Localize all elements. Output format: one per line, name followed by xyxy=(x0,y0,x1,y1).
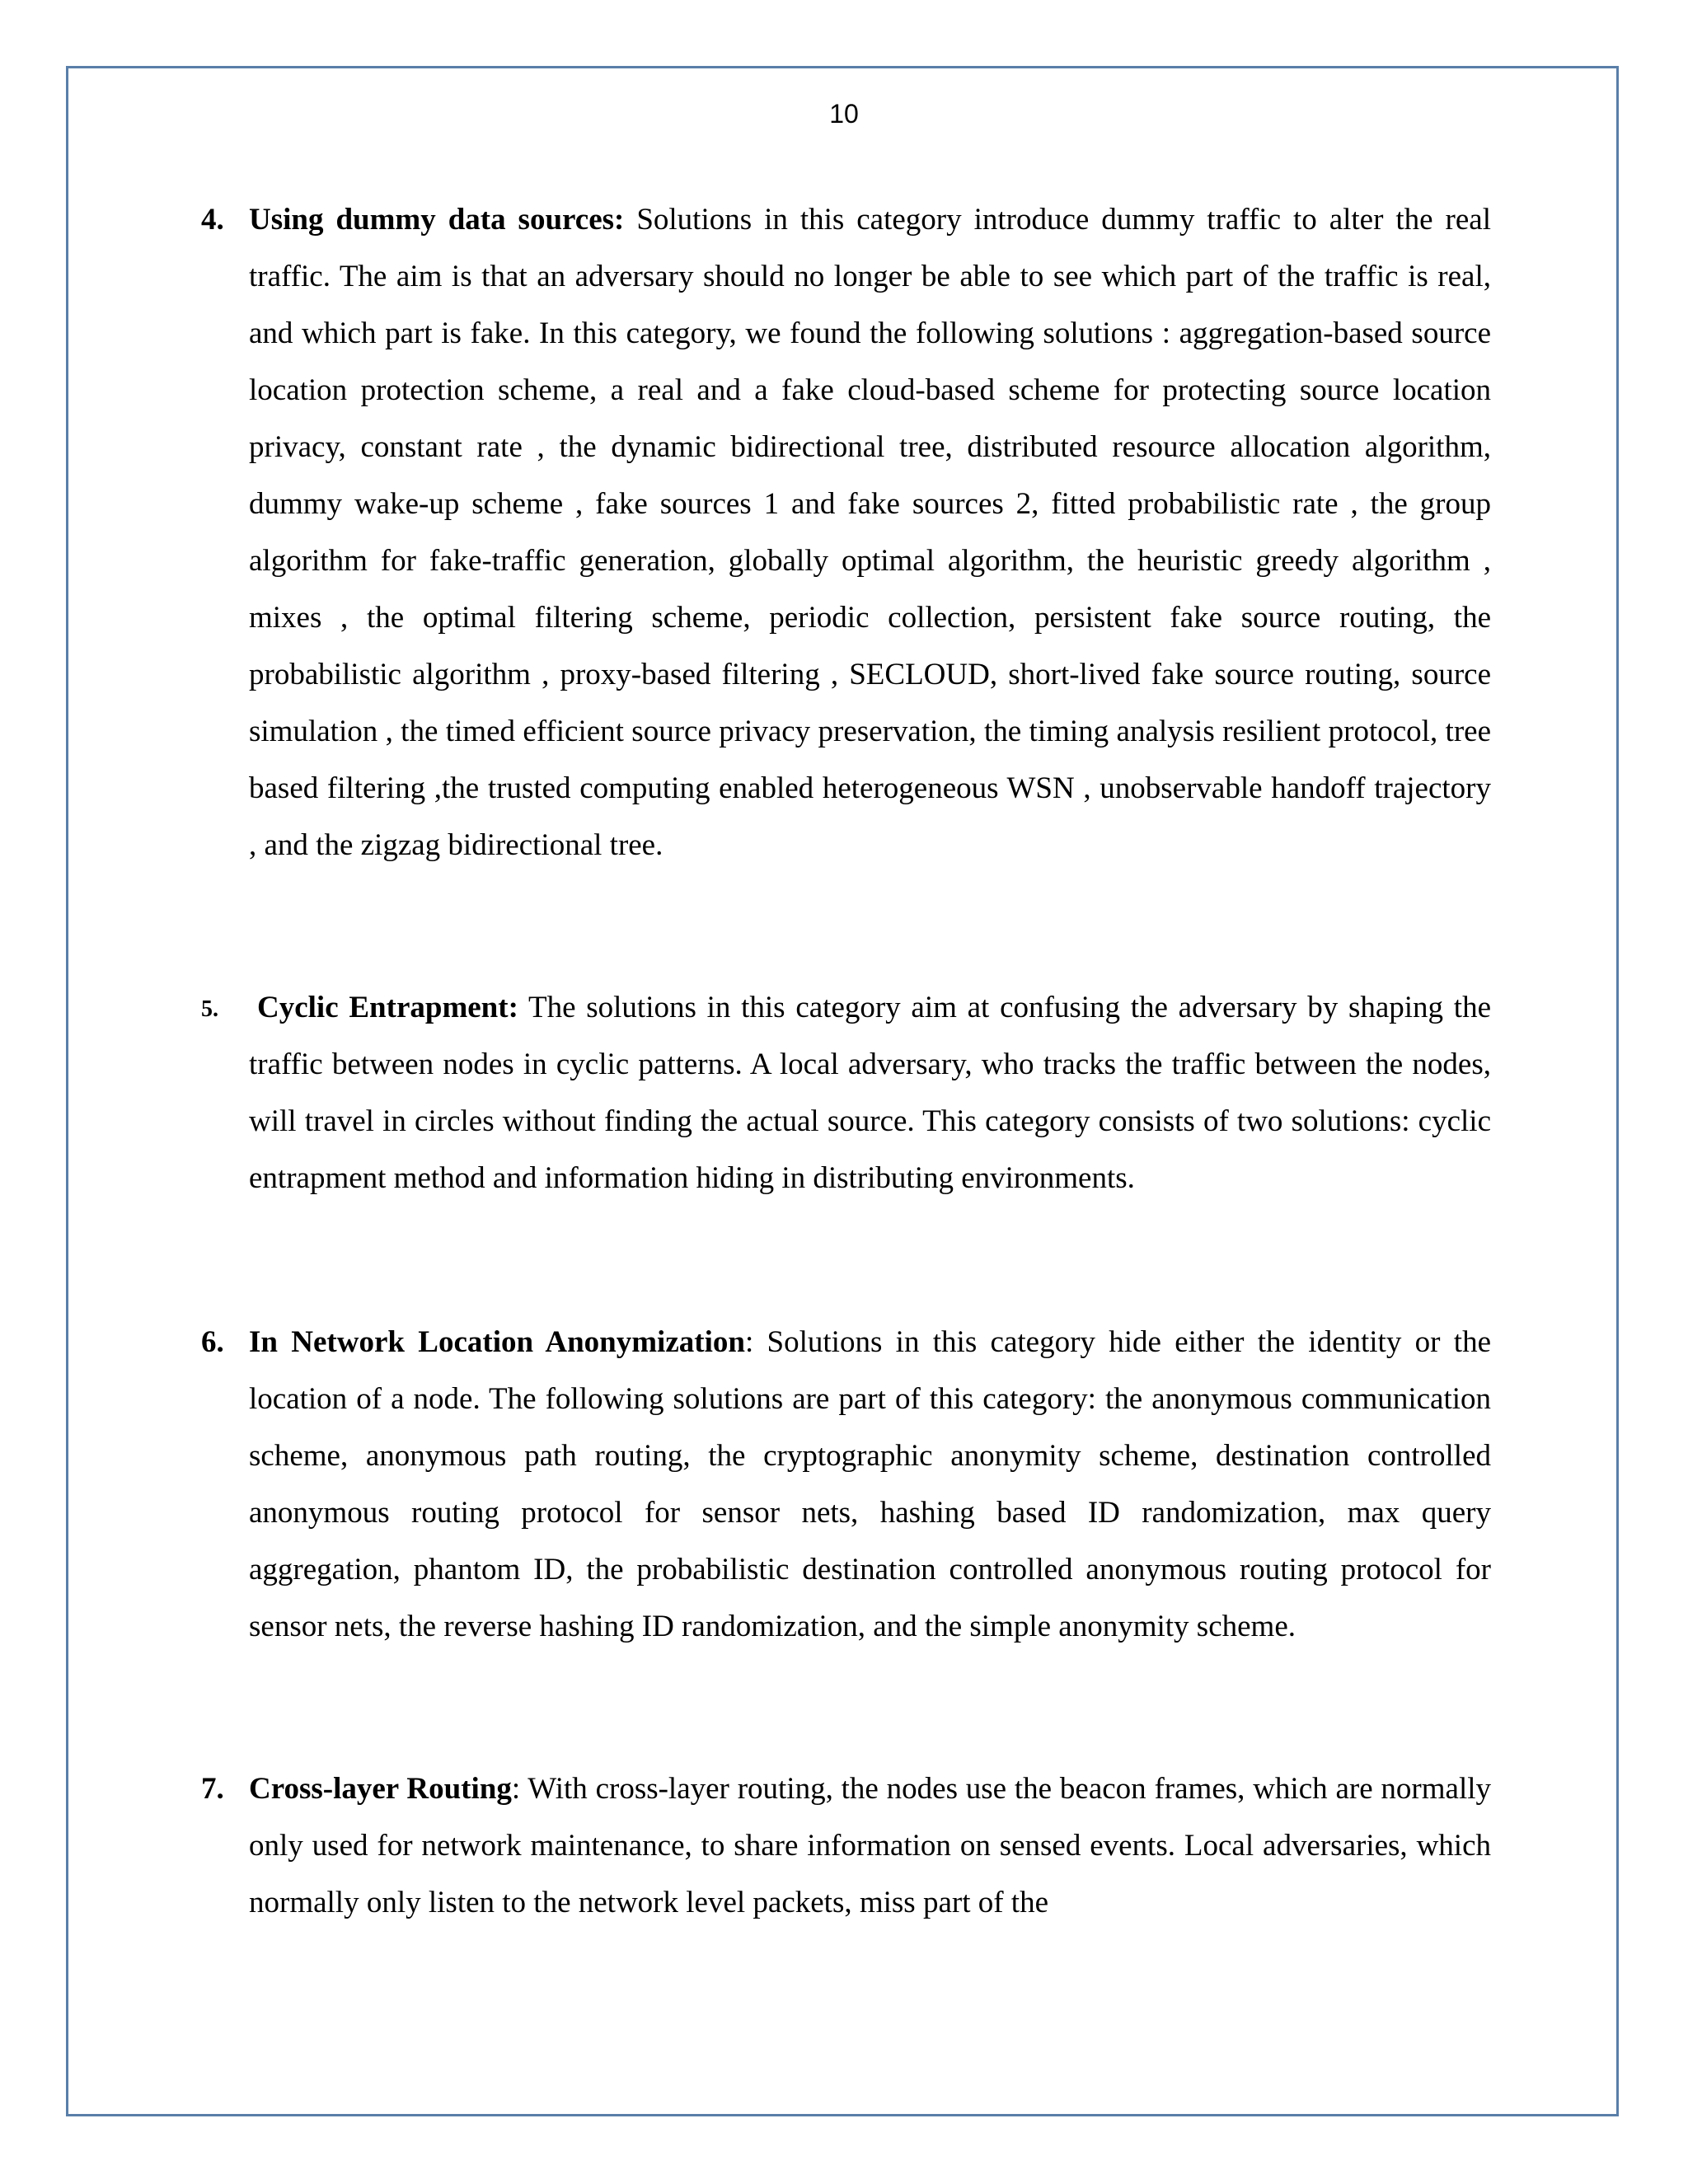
item-body xyxy=(249,1314,1491,1655)
item-title: Using dummy data sources: xyxy=(249,203,625,237)
list-item-5 xyxy=(201,979,1491,1207)
item-text: Solutions in this category introduce dummy traffic to alter the real traffic. The aim is that an adversary should no longer be able to see which part of the traffic is real, and which part is fake. In this category, we found the following solutions : aggregation-based source location protection scheme, a real and a fake cloud-based scheme for protecting source location privacy, constant rate , the dynamic bidirectional tree, distributed resource allocation algorithm, dummy wake-up scheme , fake sources 1 and fake sources 2, fitted probabilistic rate , the group algorithm for fake-traffic generation, globally optimal algorithm, the heuristic greedy algorithm , mixes , the optimal filtering scheme, periodic collection, persistent fake source routing, the probabilistic algorithm , proxy-based filtering , SECLOUD, short-lived fake source routing, source simulation , the timed efficient source privacy preservation, the timing analysis resilient protocol, tree based filtering ,the trusted computing enabled heterogeneous WSN , unobservable handoff trajectory , and the zigzag bidirectional tree. xyxy=(249,203,1492,862)
item-body xyxy=(249,1760,1491,1931)
list-item-6 xyxy=(201,1314,1491,1655)
item-text: : With cross-layer routing, the nodes use the beacon frames, which are normally only used for network maintenance, to share information on sensed events. Local adversaries, which normally only listen to the network level packets, miss part of the xyxy=(249,1772,1492,1919)
item-number: 6. xyxy=(201,1325,224,1359)
item-number: 7. xyxy=(201,1772,224,1806)
item-title: Cross-layer Routing xyxy=(249,1772,512,1806)
item-title: Cyclic Entrapment: xyxy=(257,991,518,1024)
list-item-7 xyxy=(201,1760,1491,1931)
item-text: : Solutions in this category hide either the identity or the location of a node. The following solutions are part of this category: the anonymous communication scheme, anonymous path routing, the cryptographic anonymity scheme, destination controlled anonymous routing protocol for sensor nets, hashing based ID randomization, max query aggregation, phantom ID, the probabilistic destination controlled anonymous routing protocol for sensor nets, the reverse hashing ID randomization, and the simple anonymity scheme. xyxy=(249,1325,1491,1643)
item-text: The solutions in this category aim at confusing the adversary by shaping the traffic between nodes in cyclic patterns. A local adversary, who tracks the traffic between the nodes, will travel in circles without finding the actual source. This category consists of two solutions: cyclic entrapment method and information hiding in distributing environments. xyxy=(249,991,1491,1195)
item-number: 5. xyxy=(201,996,218,1022)
item-number: 4. xyxy=(201,203,224,237)
item-title: In Network Location Anonymization xyxy=(249,1325,745,1359)
item-body xyxy=(249,979,1491,1207)
item-body xyxy=(249,191,1491,874)
list-item-4 xyxy=(201,191,1491,874)
page-number: 10 xyxy=(829,99,859,129)
